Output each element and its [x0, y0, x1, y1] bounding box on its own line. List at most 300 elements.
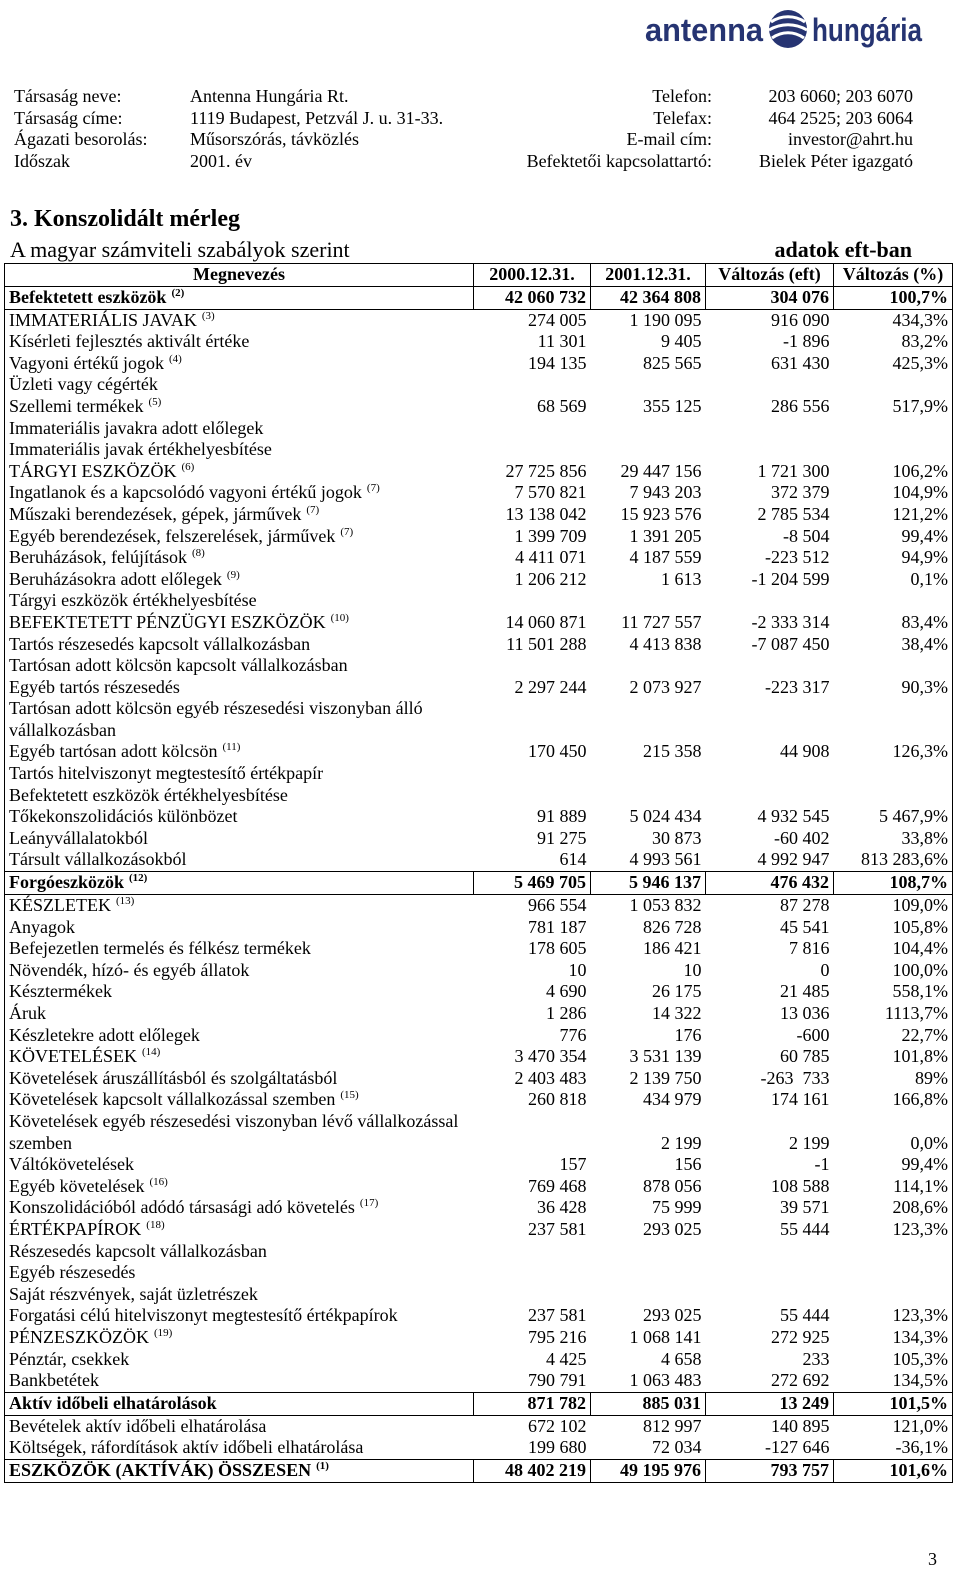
change-eft: 286 556 [771, 395, 830, 416]
change-eft [706, 698, 834, 741]
value-2000-12-31: 13 138 042 [505, 503, 587, 524]
row-label-cell [5, 396, 474, 418]
row-label: Késztermékek [9, 981, 112, 1002]
email-label: E-mail cím: [626, 129, 712, 150]
value-2000-12-31: 966 554 [528, 895, 587, 916]
table-row [5, 286, 953, 309]
table-row [5, 1415, 953, 1437]
value-2001-12-31: 355 125 [643, 395, 702, 416]
table-row [5, 1154, 953, 1176]
table-row [5, 418, 953, 440]
change-eft: -8 504 [783, 525, 830, 546]
row-label-cell [5, 1154, 474, 1176]
footnote-ref: (3) [201, 309, 215, 322]
value-2001-12-31: 826 728 [643, 916, 702, 937]
value-2000-12-31: 1 286 [546, 1003, 587, 1023]
row-label: Követelések kapcsolt vállalkozással szemben [9, 1089, 336, 1110]
row-label-cell [5, 938, 474, 960]
row-label: Konszolidációból adódó társasági adó követelés [9, 1197, 355, 1218]
change-eft: 476 432 [706, 872, 834, 895]
change-pct [834, 439, 953, 461]
value-2000-12-31: 194 135 [528, 352, 587, 373]
table-header-row [5, 264, 953, 287]
row-label-cell [5, 353, 474, 375]
change-eft: 87 278 [780, 895, 830, 916]
table-row [5, 374, 953, 396]
value-2001-12-31 [591, 785, 706, 807]
value-2000-12-31: 2 403 483 [514, 1067, 587, 1088]
table-row [5, 1284, 953, 1306]
change-eft [706, 785, 834, 807]
value-2001-12-31 [591, 374, 706, 396]
logo-mark-icon [769, 10, 807, 48]
table-row [5, 353, 953, 375]
table-row [5, 482, 953, 504]
table-row [5, 741, 953, 763]
table-row [5, 439, 953, 461]
footnote-ref: (18) [146, 1218, 165, 1231]
value-2000-12-31 [474, 1284, 591, 1306]
value-2001-12-31: 1 391 205 [629, 525, 702, 546]
value-2000-12-31: 42 060 732 [474, 286, 591, 309]
footnote-ref: (9) [226, 568, 240, 581]
row-label: Befektetett eszközök értékhelyesbítése [9, 784, 288, 805]
footnote-ref: (5) [148, 395, 162, 408]
value-2001-12-31 [591, 1262, 706, 1284]
change-pct: 208,6% [892, 1197, 948, 1218]
change-eft: 4 932 545 [757, 806, 830, 827]
footnote-ref: (14) [141, 1046, 161, 1059]
company-name-value: Antenna Hungária Rt. [190, 86, 349, 106]
change-pct: 558,1% [892, 981, 948, 1002]
row-label-cell [5, 1262, 474, 1284]
change-eft: 2 199 [789, 1132, 830, 1153]
row-label-cell [5, 612, 474, 634]
row-label-cell [5, 1003, 474, 1025]
phone-label: Telefon: [652, 86, 712, 106]
change-eft: -2 333 314 [751, 611, 830, 632]
value-2001-12-31: 812 997 [643, 1415, 702, 1436]
row-label: Bankbetétek [9, 1370, 99, 1391]
change-eft: 39 571 [780, 1197, 830, 1218]
table-row [5, 1262, 953, 1284]
change-eft [706, 1262, 834, 1284]
table-row [5, 1241, 953, 1263]
value-2000-12-31: 614 [559, 849, 587, 870]
change-pct: 517,9% [892, 395, 948, 416]
row-label: Aktív időbeli elhatárolások [9, 1392, 217, 1413]
value-2000-12-31: 274 005 [528, 309, 587, 330]
value-2001-12-31: 1 068 141 [629, 1326, 702, 1347]
value-2001-12-31: 825 565 [643, 352, 702, 373]
change-eft [706, 763, 834, 785]
change-eft: 233 [802, 1348, 830, 1369]
table-row [5, 806, 953, 828]
row-label-cell [5, 828, 474, 850]
info-row-period [0, 151, 960, 173]
row-label-cell [5, 1197, 474, 1219]
change-eft: 60 785 [780, 1046, 830, 1067]
period-label: Időszak [14, 150, 70, 171]
change-eft: 372 379 [771, 482, 830, 503]
value-2001-12-31: 10 [683, 959, 702, 980]
value-2000-12-31 [474, 418, 591, 440]
table-row [5, 1089, 953, 1111]
table-row [5, 872, 953, 895]
info-row-company-address [0, 108, 960, 130]
row-label: Befektetett eszközök [9, 286, 167, 307]
table-row [5, 1392, 953, 1415]
footnote-ref: (7) [340, 525, 354, 538]
table-row [5, 828, 953, 850]
value-2000-12-31: 260 818 [528, 1089, 587, 1110]
change-pct: 134,3% [892, 1326, 948, 1347]
change-pct: 813 283,6% [861, 849, 948, 870]
value-2000-12-31 [474, 655, 591, 677]
change-eft: 793 757 [706, 1459, 834, 1482]
table-row [5, 590, 953, 612]
value-2001-12-31: 15 923 576 [620, 503, 702, 524]
row-label-cell [5, 331, 474, 353]
row-label: Áruk [9, 1003, 46, 1023]
change-pct: 5 467,9% [879, 806, 948, 827]
change-pct: 99,4% [901, 1154, 948, 1175]
logo-wordmark-hungaria: hungária [812, 12, 923, 48]
row-label-cell [5, 917, 474, 939]
row-label: PÉNZESZKÖZÖK [9, 1326, 149, 1347]
value-2001-12-31 [591, 590, 706, 612]
value-2000-12-31: 7 570 821 [514, 482, 587, 503]
value-2001-12-31: 1 053 832 [629, 895, 702, 916]
change-pct: 126,3% [892, 741, 948, 762]
row-label: Követelések áruszállításból és szolgáltatásból [9, 1067, 338, 1088]
table-row [5, 938, 953, 960]
fax-value: 464 2525; 203 6064 [768, 107, 913, 128]
value-2001-12-31: 176 [674, 1024, 702, 1045]
value-2001-12-31: 215 358 [643, 741, 702, 762]
change-pct: 121,2% [892, 503, 948, 524]
info-row-company-name [0, 86, 960, 108]
footnote-ref: (12) [128, 872, 148, 885]
footnote-ref: (13) [115, 895, 135, 908]
row-label: Forgatási célú hitelviszonyt megtestesítő értékpapírok [9, 1305, 398, 1326]
change-eft: -60 402 [774, 827, 830, 848]
page-title: 3. Konszolidált mérleg [10, 206, 240, 232]
row-label-cell [5, 634, 474, 656]
row-label: IMMATERIÁLIS JAVAK [9, 309, 197, 330]
value-2000-12-31: 672 102 [528, 1415, 587, 1436]
change-eft: 55 444 [780, 1305, 830, 1326]
change-pct: 94,9% [901, 547, 948, 568]
table-row [5, 849, 953, 871]
row-label: TÁRGYI ESZKÖZÖK [9, 460, 177, 481]
footnote-ref: (7) [366, 482, 380, 495]
table-row [5, 1068, 953, 1090]
value-2000-12-31: 781 187 [528, 916, 587, 937]
row-label: Leányvállalatokból [9, 827, 148, 848]
change-pct [834, 418, 953, 440]
value-2001-12-31 [591, 655, 706, 677]
change-eft: 13 249 [706, 1392, 834, 1415]
value-2001-12-31: 4 658 [661, 1348, 702, 1369]
value-2000-12-31: 1 206 212 [514, 568, 587, 589]
row-label-cell [5, 1046, 474, 1068]
change-pct: 100,0% [892, 959, 948, 980]
value-2001-12-31: 5 946 137 [591, 872, 706, 895]
value-2000-12-31: 4 425 [546, 1348, 587, 1369]
row-label: Egyéb követelések [9, 1175, 145, 1196]
value-2001-12-31: 49 195 976 [591, 1459, 706, 1482]
table-row [5, 981, 953, 1003]
change-pct: 101,5% [834, 1392, 953, 1415]
change-pct: 101,8% [892, 1046, 948, 1067]
balance-sheet-table [4, 263, 953, 1483]
row-label: Beruházások, felújítások [9, 547, 187, 568]
row-label: Egyéb tartósan adott kölcsön [9, 741, 218, 762]
change-pct: 121,0% [892, 1415, 948, 1436]
value-2000-12-31: 1 399 709 [514, 525, 587, 546]
row-label-cell [5, 1459, 474, 1482]
value-2001-12-31: 26 175 [652, 981, 702, 1002]
change-eft: -263 733 [760, 1067, 830, 1088]
change-pct [834, 655, 953, 677]
row-label: Immateriális javakra adott előlegek [9, 417, 264, 438]
row-label-cell [5, 1415, 474, 1437]
table-row [5, 1370, 953, 1392]
table-row [5, 569, 953, 591]
value-2000-12-31 [474, 785, 591, 807]
change-eft: 13 036 [780, 1003, 830, 1023]
change-pct: 425,3% [892, 352, 948, 373]
value-2000-12-31: 5 469 705 [474, 872, 591, 895]
row-label-cell [5, 1327, 474, 1349]
value-2000-12-31: 36 428 [537, 1197, 587, 1218]
footnote-ref: (11) [222, 741, 241, 754]
phone-value: 203 6060; 203 6070 [768, 86, 913, 106]
value-2000-12-31: 14 060 871 [505, 611, 587, 632]
sector-label: Ágazati besorolás: [14, 129, 148, 150]
row-label: Részesedés kapcsolt vállalkozásban [9, 1240, 267, 1261]
value-2001-12-31: 7 943 203 [629, 482, 702, 503]
change-eft: -600 [796, 1024, 830, 1045]
row-label-cell [5, 482, 474, 504]
table-row [5, 785, 953, 807]
table-row [5, 504, 953, 526]
row-label-cell [5, 418, 474, 440]
value-2000-12-31: 3 470 354 [514, 1046, 587, 1067]
row-label: Szellemi termékek [9, 395, 144, 416]
value-2001-12-31: 1 190 095 [629, 309, 702, 330]
column-header-change-eft: Változás (eft) [706, 264, 834, 287]
change-pct: 33,8% [901, 827, 948, 848]
change-eft [706, 374, 834, 396]
row-label: Egyéb részesedés [9, 1262, 136, 1283]
row-label-cell [5, 1241, 474, 1263]
value-2001-12-31 [591, 439, 706, 461]
row-label-cell [5, 1111, 474, 1154]
table-row [5, 1197, 953, 1219]
row-label-cell [5, 1284, 474, 1306]
table-row [5, 1111, 953, 1154]
accounting-standard-note: A magyar számviteli szabályok szerint [10, 237, 350, 262]
table-row [5, 1176, 953, 1198]
row-label-cell [5, 526, 474, 548]
change-pct: 1113,7% [884, 1003, 948, 1023]
value-2000-12-31: 11 301 [537, 331, 587, 352]
table-row [5, 1437, 953, 1459]
table-row [5, 1219, 953, 1241]
row-label-cell [5, 439, 474, 461]
table-row [5, 331, 953, 353]
value-2000-12-31: 91 275 [537, 827, 587, 848]
value-2000-12-31: 2 297 244 [514, 676, 587, 697]
row-label-cell [5, 461, 474, 483]
table-row [5, 763, 953, 785]
footnote-ref: (15) [340, 1089, 359, 1102]
row-label: Költségek, ráfordítások aktív időbeli elhatárolása [9, 1437, 364, 1458]
change-eft: 45 541 [780, 916, 830, 937]
row-label-cell [5, 547, 474, 569]
change-pct: 0,1% [910, 568, 948, 589]
value-2000-12-31: 170 450 [528, 741, 587, 762]
row-label: Műszaki berendezések, gépek, járművek [9, 503, 302, 524]
change-eft: 304 076 [706, 286, 834, 309]
value-2000-12-31 [474, 1111, 591, 1154]
row-label: Pénztár, csekkek [9, 1348, 130, 1369]
change-eft: 21 485 [780, 981, 830, 1002]
change-eft: -223 512 [765, 547, 830, 568]
row-label-cell [5, 1025, 474, 1047]
change-pct: 434,3% [892, 309, 948, 330]
row-label: Egyéb berendezések, felszerelések, járművek [9, 525, 336, 546]
value-2001-12-31: 2 199 [661, 1132, 702, 1153]
row-label: Tőkekonszolidációs különbözet [9, 806, 238, 827]
row-label: Készletekre adott előlegek [9, 1024, 200, 1045]
unit-note: adatok eft-ban [774, 237, 912, 262]
change-pct [834, 1284, 953, 1306]
email-value: investor@ahrt.hu [787, 129, 913, 150]
change-pct: 99,4% [901, 525, 948, 546]
value-2000-12-31: 237 581 [528, 1305, 587, 1326]
change-pct: 105,3% [892, 1348, 948, 1369]
value-2001-12-31: 878 056 [643, 1175, 702, 1196]
footnote-ref: (4) [168, 352, 182, 365]
change-pct [834, 698, 953, 741]
value-2001-12-31: 186 421 [643, 938, 702, 959]
value-2000-12-31: 178 605 [528, 938, 587, 959]
value-2001-12-31: 293 025 [643, 1305, 702, 1326]
value-2000-12-31: 776 [559, 1024, 587, 1045]
row-label-cell [5, 785, 474, 807]
value-2000-12-31 [474, 590, 591, 612]
row-label-cell [5, 895, 474, 917]
change-pct: 104,9% [892, 482, 948, 503]
change-pct [834, 785, 953, 807]
value-2001-12-31: 72 034 [652, 1437, 702, 1458]
change-pct: 108,7% [834, 872, 953, 895]
change-eft: -1 896 [783, 331, 830, 352]
change-eft [706, 1241, 834, 1263]
table-row [5, 1459, 953, 1482]
investor-contact-value: Bielek Péter igazgató [759, 150, 913, 171]
value-2001-12-31 [591, 763, 706, 785]
row-label-cell [5, 286, 474, 309]
row-label-cell [5, 960, 474, 982]
table-body [5, 286, 953, 1482]
row-label-cell [5, 872, 474, 895]
change-eft: -127 646 [765, 1437, 830, 1458]
row-label: Tartós hitelviszonyt megtestesítő értékpapír [9, 763, 324, 784]
change-pct [834, 1262, 953, 1284]
value-2001-12-31: 4 413 838 [629, 633, 702, 654]
column-header-2000-12-31: 2000.12.31. [474, 264, 591, 287]
change-eft [706, 418, 834, 440]
row-label-cell [5, 1176, 474, 1198]
change-pct: 123,3% [892, 1305, 948, 1326]
row-label-cell [5, 655, 474, 677]
table-row [5, 1305, 953, 1327]
change-eft [706, 1284, 834, 1306]
value-2001-12-31: 885 031 [591, 1392, 706, 1415]
change-eft [706, 655, 834, 677]
table-row [5, 655, 953, 677]
row-label: Tartósan adott kölcsön egyéb részesedési viszonyban álló vállalkozásban [9, 698, 423, 740]
company-name-label: Társaság neve: [14, 86, 122, 106]
row-label: ESZKÖZÖK (AKTÍVÁK) ÖSSZESEN [9, 1459, 312, 1480]
row-label: Egyéb tartós részesedés [9, 676, 180, 697]
row-label: Üzleti vagy cégérték [9, 374, 158, 395]
value-2001-12-31: 4 187 559 [629, 547, 702, 568]
change-pct: 22,7% [901, 1024, 948, 1045]
change-eft: 7 816 [789, 938, 830, 959]
change-eft: 140 895 [771, 1415, 830, 1436]
footnote-ref: (16) [149, 1175, 168, 1188]
change-pct: 114,1% [893, 1175, 948, 1196]
table-row [5, 917, 953, 939]
change-pct: 83,4% [901, 611, 948, 632]
change-eft: -1 [814, 1154, 830, 1175]
row-label: Tartós részesedés kapcsolt vállalkozásban [9, 633, 311, 654]
value-2000-12-31: 871 782 [474, 1392, 591, 1415]
row-label-cell [5, 1068, 474, 1090]
table-row [5, 1046, 953, 1068]
row-label: Váltókövetelések [9, 1154, 134, 1175]
table-row [5, 1349, 953, 1371]
value-2001-12-31: 434 979 [643, 1089, 702, 1110]
footnote-ref: (17) [359, 1197, 379, 1210]
row-label: Tartósan adott kölcsön kapcsolt vállalkozásban [9, 655, 348, 676]
change-eft: 1 721 300 [757, 460, 830, 481]
change-pct: 166,8% [892, 1089, 948, 1110]
change-eft: 174 161 [771, 1089, 830, 1110]
row-label-cell [5, 1349, 474, 1371]
row-label: Követelések egyéb részesedési viszonyban lévő vállalkozással szemben [9, 1110, 459, 1153]
footnote-ref: (2) [171, 286, 185, 299]
row-label-cell [5, 569, 474, 591]
column-header-2001-12-31: 2001.12.31. [591, 264, 706, 287]
change-pct: 123,3% [892, 1218, 948, 1239]
row-label: Vagyoni értékű jogok [9, 352, 164, 373]
table-row [5, 960, 953, 982]
row-label-cell [5, 504, 474, 526]
change-eft: -7 087 450 [751, 633, 830, 654]
row-label-cell [5, 1305, 474, 1327]
value-2001-12-31: 14 322 [652, 1003, 702, 1023]
value-2001-12-31: 2 073 927 [629, 676, 702, 697]
row-label-cell [5, 806, 474, 828]
table-row [5, 698, 953, 741]
value-2001-12-31 [591, 1241, 706, 1263]
